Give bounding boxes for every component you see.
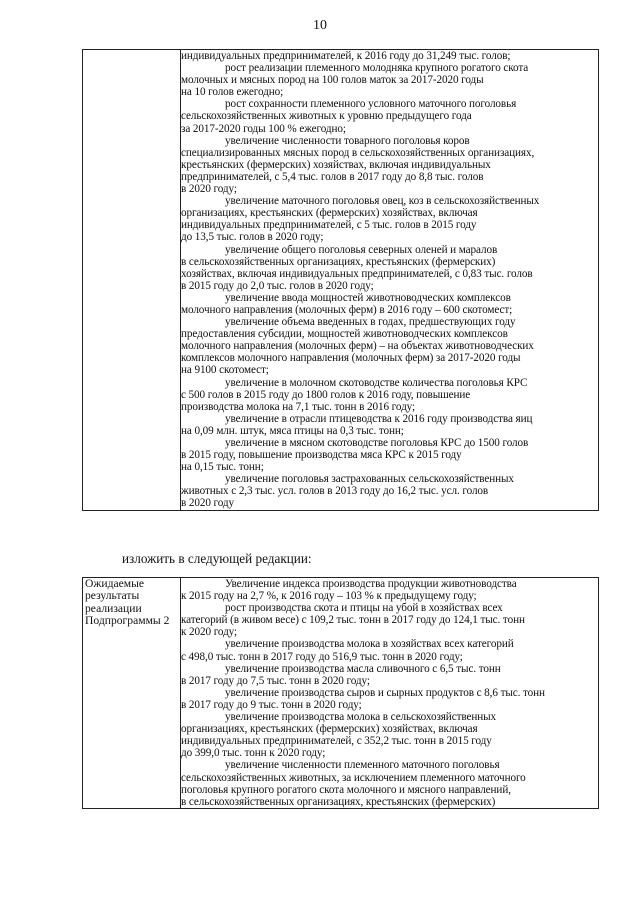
text-line: увеличение объема введенных в годах, предшествующих году <box>225 316 516 329</box>
text-line: увеличение маточного поголовья овец, коз в сельскохозяйственных <box>225 195 540 208</box>
text-line: производства молока на 7,1 тыс. тонн в 2016 году; <box>181 400 416 413</box>
row-heading-line: реализации <box>85 601 142 615</box>
text-line: в 2015 году до 2,0 тыс. голов в 2020 году; <box>181 279 374 292</box>
text-line: к 2015 году на 2,7 %, к 2016 году – 103 % к предыдущему году; <box>181 590 477 603</box>
text-line: увеличение численности племенного маточного поголовья <box>225 759 500 772</box>
text-line: на 9100 скотомест; <box>181 364 269 377</box>
text-line: до 13,5 тыс. голов в 2020 году; <box>181 231 324 244</box>
text-line: сельскохозяйственных животных к уровню предыдущего года <box>181 110 472 123</box>
table-text-block <box>181 578 598 808</box>
text-line: индивидуальных предпринимателей, с 352,2 тыс. тонн в 2015 году <box>181 735 492 748</box>
intro-text: изложить в следующей редакции: <box>122 551 312 566</box>
text-line: увеличение в молочном скотоводстве количества поголовья КРС <box>225 376 528 389</box>
row-heading-line: Подпрограммы 2 <box>85 614 170 628</box>
text-line: с 498,0 тыс. тонн в 2017 году до 516,9 тыс. тонн в 2020 году; <box>181 650 463 663</box>
text-line: на 0,09 млн. штук, мяса птицы на 0,3 тыс. тонн; <box>181 424 404 437</box>
text-line: индивидуальных предпринимателей, с 5 тыс. голов в 2015 году <box>181 219 477 232</box>
text-line: поголовья крупного рогатого скота молочного и мясного направлений, <box>181 783 511 796</box>
text-line: увеличение производства сыров и сырных продуктов с 8,6 тыс. тонн <box>225 686 545 699</box>
text-line: увеличение производства молока в сельскохозяйственных <box>225 711 497 724</box>
text-line: хозяйствах, включая индивидуальных предпринимателей, с 0,83 тыс. голов <box>181 267 533 280</box>
row-heading <box>83 578 180 628</box>
text-line: увеличение производства молока в хозяйствах всех категорий <box>225 638 514 651</box>
text-line: молочного направления (молочных ферм) – на объектах животноводческих <box>181 340 534 353</box>
text-line: индивидуальных предпринимателей, к 2016 году до 31,249 тыс. голов; <box>181 50 511 62</box>
text-line: молочных и мясных пород на 100 голов маток за 2017-2020 годы <box>181 74 484 87</box>
text-line: организациях, крестьянских (фермерских) хозяйствах, включая <box>181 207 478 220</box>
text-line: в 2020 году; <box>181 183 237 196</box>
text-line: комплексов молочного направления (молочных ферм) за 2017-2020 годы <box>181 352 521 365</box>
table-right-cell <box>181 50 599 511</box>
text-line: рост сохранности племенного условного маточного поголовья <box>225 98 517 111</box>
text-line: предоставления субсидии, мощностей животноводческих комплексов <box>181 328 508 341</box>
text-line: с 500 голов в 2015 году до 1800 голов к 2016 году, повышение <box>181 388 471 401</box>
text-line: сельскохозяйственных животных, за исключением племенного маточного <box>181 771 526 784</box>
text-line: Увеличение индекса производства продукции животноводства <box>225 578 517 590</box>
text-line: предпринимателей, с 5,4 тыс. голов в 2017 году до 8,8 тыс. голов <box>181 170 484 183</box>
text-line: в 2020 году <box>181 497 235 510</box>
table-left-cell <box>83 50 181 511</box>
row-heading-line: Ожидаемые <box>85 577 145 590</box>
text-line: в сельскохозяйственных организациях, крестьянских (фермерских) <box>181 795 496 808</box>
page-number: 10 <box>313 18 327 33</box>
new-edition-table <box>82 577 599 809</box>
continued-table <box>82 49 599 511</box>
text-line: до 399,0 тыс. тонн к 2020 году; <box>181 747 326 760</box>
text-line: увеличение общего поголовья северных оленей и маралов <box>225 243 498 256</box>
text-line: увеличение ввода мощностей животноводческих комплексов <box>225 291 511 304</box>
text-line: за 2017-2020 годы 100 % ежегодно; <box>181 122 346 135</box>
table-text-block <box>181 50 598 510</box>
text-line: рост производства скота и птицы на убой в хозяйствах всех <box>225 602 503 615</box>
text-line: молочного направления (молочных ферм) в 2016 году – 600 скотомест; <box>181 303 513 316</box>
text-line: увеличение поголовья застрахованных сельскохозяйственных <box>225 473 514 486</box>
text-line: к 2020 году; <box>181 626 238 639</box>
text-line: увеличение производства масла сливочного с 6,5 тыс. тонн <box>225 662 501 675</box>
text-line: рост реализации племенного молодняка крупного рогатого скота <box>225 62 529 75</box>
text-line: в 2017 году до 7,5 тыс. тонн в 2020 году; <box>181 674 370 687</box>
text-line: животных с 2,3 тыс. усл. голов в 2013 году до 16,2 тыс. усл. голов <box>181 485 489 498</box>
table-left-cell <box>83 578 181 809</box>
table-right-cell <box>181 578 599 809</box>
text-line: в 2015 году, повышение производства мяса КРС к 2015 году <box>181 449 462 462</box>
text-line: в 2017 году до 9 тыс. тонн в 2020 году; <box>181 698 362 711</box>
row-heading-line: результаты <box>85 589 140 603</box>
text-line: категорий (в живом весе) с 109,2 тыс. тонн в 2017 году до 124,1 тыс. тонн <box>181 614 525 627</box>
text-line: увеличение численности товарного поголовья коров <box>225 134 470 147</box>
text-line: специализированных мясных пород в сельскохозяйственных организациях, <box>181 146 535 159</box>
text-line: в сельскохозяйственных организациях, крестьянских (фермерских) <box>181 255 496 268</box>
text-line: увеличение в отрасли птицеводства к 2016 году производства яиц <box>225 412 533 425</box>
text-line: на 10 голов ежегодно; <box>181 86 284 99</box>
text-line: организациях, крестьянских (фермерских) хозяйствах, включая <box>181 723 478 736</box>
text-line: увеличение в мясном скотоводстве поголовья КРС до 1500 голов <box>225 437 529 449</box>
text-line: на 0,15 тыс. тонн; <box>181 461 264 474</box>
text-line: крестьянских (фермерских) хозяйствах, включая индивидуальных <box>181 158 491 171</box>
